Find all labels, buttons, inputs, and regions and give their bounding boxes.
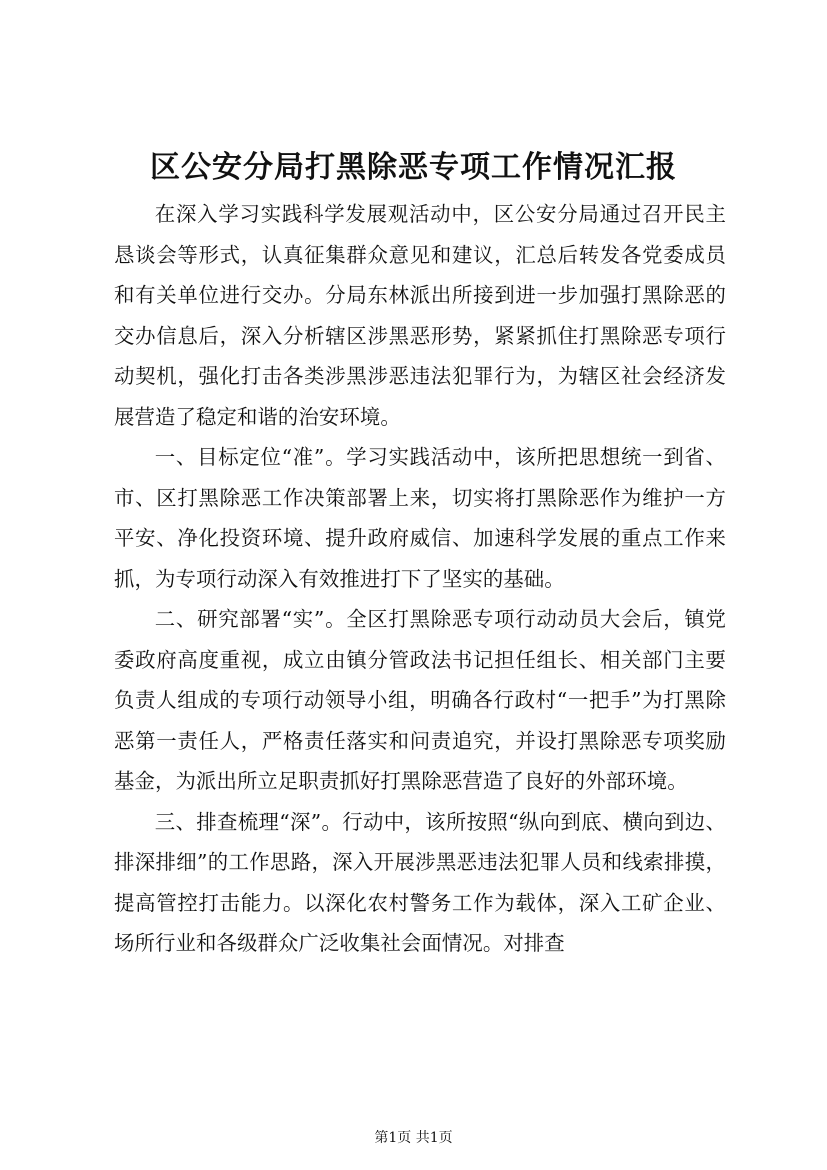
page-footer: 第1页 共1页	[374, 1130, 453, 1146]
paragraph-section-1: 一、目标定位“准”。学习实践活动中，该所把思想统一到省、市、区打黑除恶工作决策部署上来，切实将打黑除恶作为维护一方平安、净化投资环境、提升政府威信、加速科学发展的重点工作来抓，为专项行动深入有效推进打下了坚实的基础。	[114, 445, 726, 591]
paragraph-section-2: 二、研究部署“实”。全区打黑除恶专项行动动员大会后，镇党委政府高度重视，成立由镇分管政法书记担任组长、相关部门主要负责人组成的专项行动领导小组，明确各行政村“一把手”为打黑除恶第一责任人，严格责任落实和问责追究，并设打黑除恶专项奖励基金，为派出所立足职责抓好打黑除恶营造了良好的外部环境。	[114, 607, 726, 793]
paragraph-section-3: 三、排查梳理“深”。行动中，该所按照“纵向到底、横向到边、排深排细”的工作思路，深入开展涉黑恶违法犯罪人员和线索排摸，提高管控打击能力。以深化农村警务工作为载体，深入工矿企业、场所行业和各级群众广泛收集社会面情况。对排查	[114, 809, 726, 955]
document-title: 区公安分局打黑除恶专项工作情况汇报	[150, 150, 677, 185]
paragraph-intro: 在深入学习实践科学发展观活动中，区公安分局通过召开民主恳谈会等形式，认真征集群众意见和建议，汇总后转发各党委成员和有关单位进行交办。分局东林派出所接到进一步加强打黑除恶的交办信息后，深入分析辖区涉黑恶形势，紧紧抓住打黑除恶专项行动契机，强化打击各类涉黑涉恶违法犯罪行为，为辖区社会经济发展营造了稳定和谐的治安环境。	[114, 202, 726, 429]
document-body	[114, 194, 726, 964]
